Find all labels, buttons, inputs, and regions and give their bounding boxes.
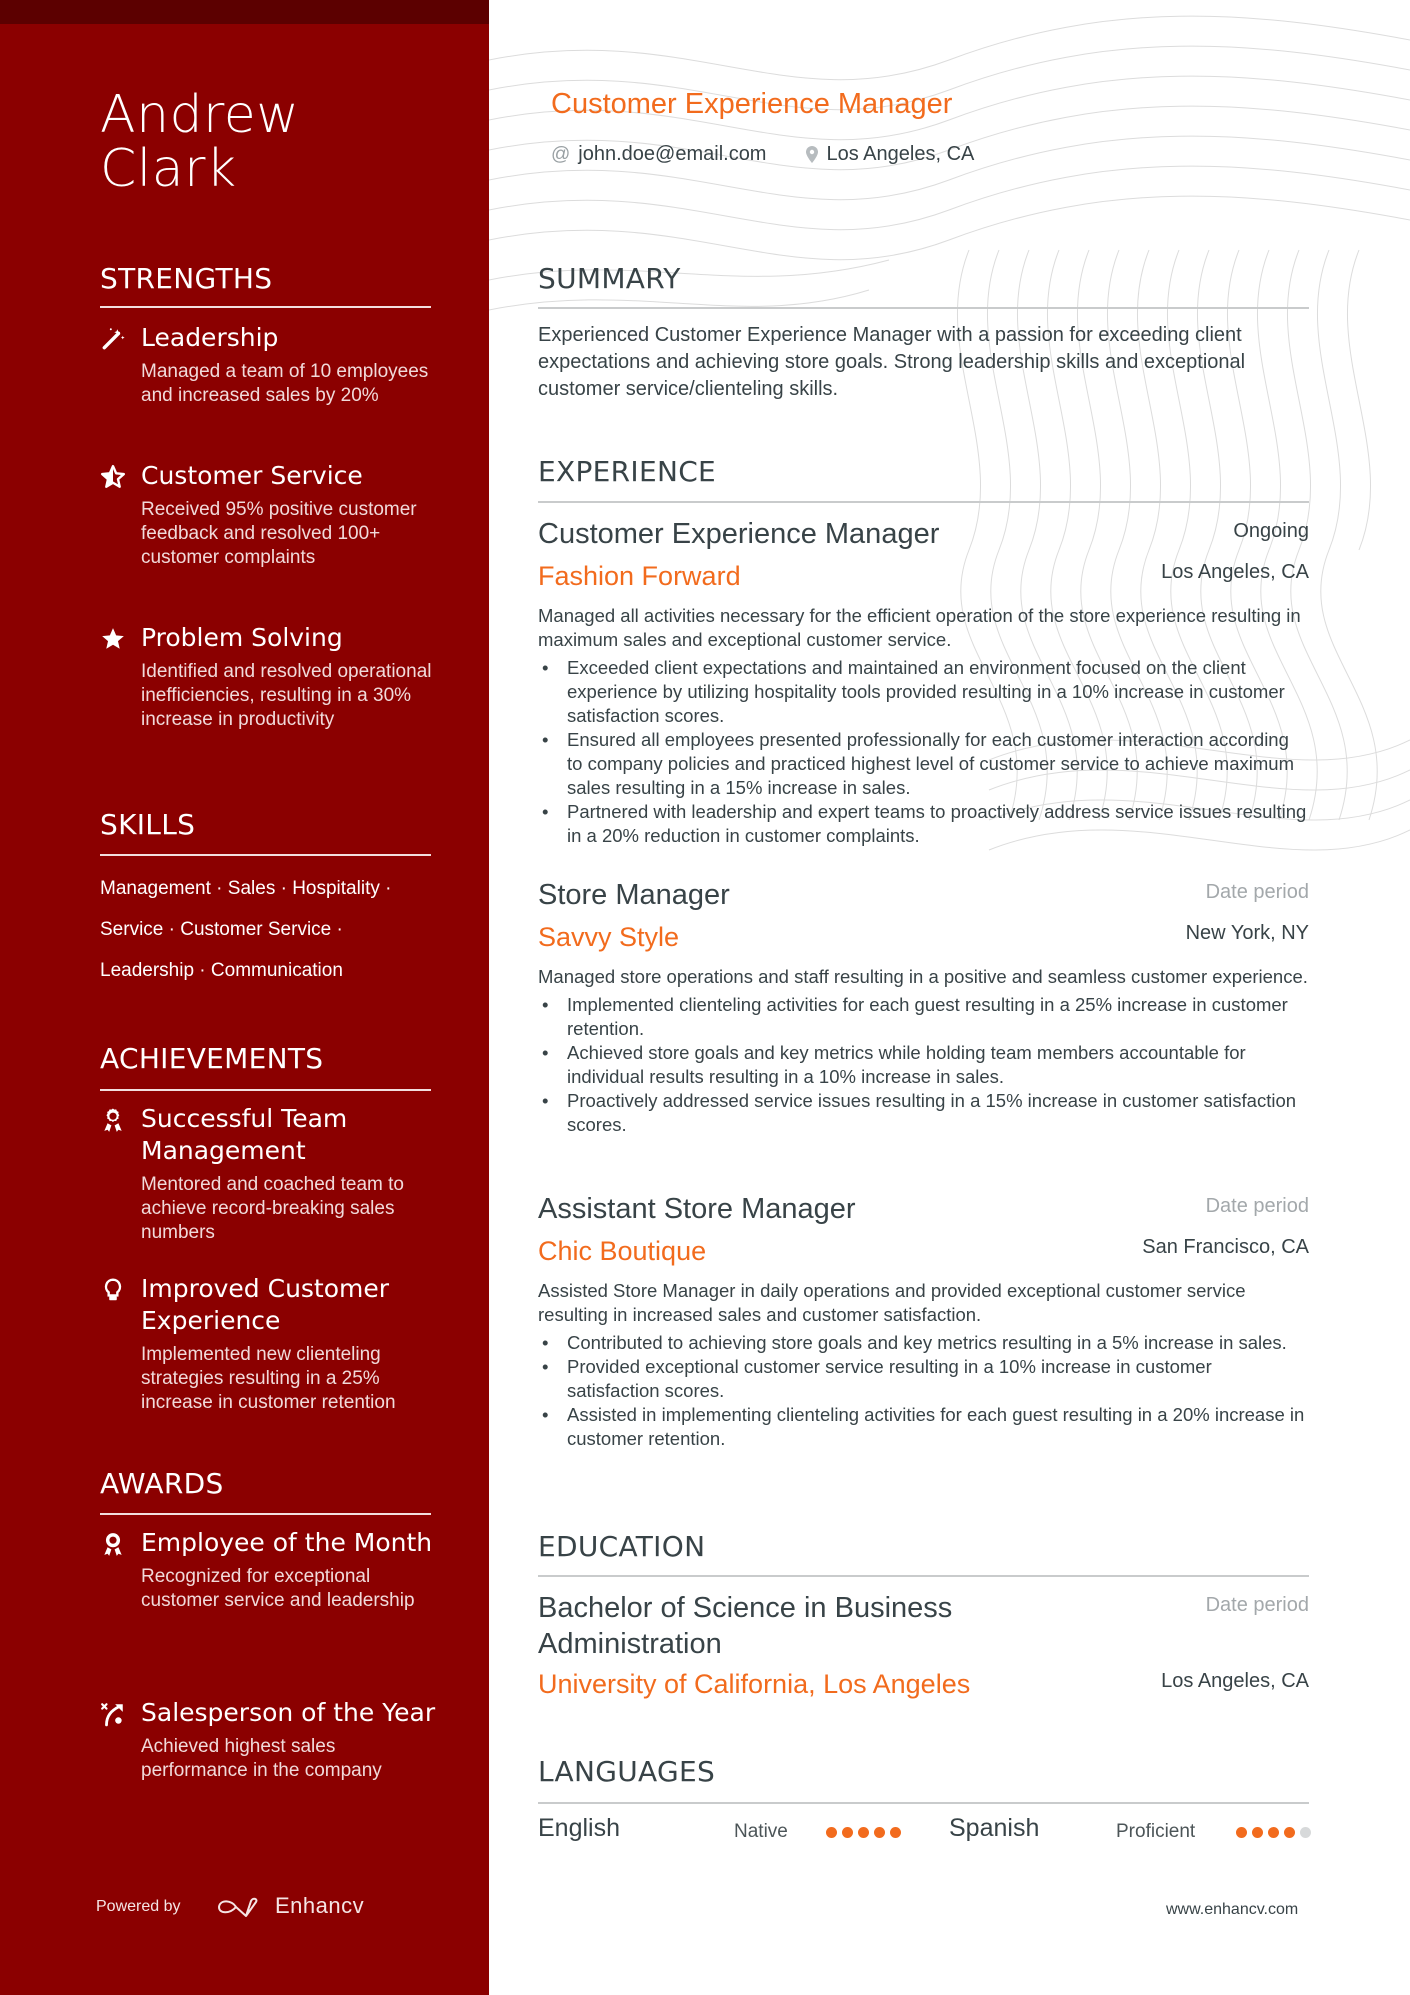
- bullet-item: • Partnered with leadership and expert teams to proactively address service issues resulting in a 20% reduction in customer complaints.: [538, 800, 1309, 848]
- job-company: Chic Boutique: [538, 1236, 707, 1266]
- language-level: Proficient: [1116, 1821, 1196, 1842]
- first-name: Andrew: [100, 85, 300, 145]
- awards-divider: [100, 1513, 431, 1515]
- award-item: [100, 1697, 440, 1783]
- bullet-item: • Proactively addressed service issues resulting in a 15% increase in customer satisfaction scores.: [538, 1089, 1309, 1137]
- experience-divider: [538, 501, 1309, 503]
- education-location: Los Angeles, CA: [1161, 1670, 1309, 1692]
- experience-entry: [538, 877, 1309, 1137]
- job-role: Customer Experience Manager: [538, 518, 940, 550]
- job-location: San Francisco, CA: [1142, 1236, 1309, 1258]
- medal-icon: [100, 1531, 126, 1557]
- strategy-icon: [100, 1701, 126, 1727]
- summary-heading: SUMMARY: [538, 262, 681, 295]
- bullet-item: • Provided exceptional customer service resulting in a 10% increase in customer satisfaction scores.: [538, 1355, 1309, 1403]
- experience-heading: EXPERIENCE: [538, 455, 717, 488]
- achievement-desc: Implemented new clienteling strategies resulting in a 25% increase in customer retention: [141, 1344, 396, 1413]
- magic-wand-icon: [100, 326, 126, 352]
- contact-info: [551, 143, 974, 166]
- strength-item: [100, 460, 440, 570]
- bullet-item: • Exceeded client expectations and maintained an environment focused on the client experience by utilizing hospitality tools provided resulting in a 10% increase in customer satisfaction scores.: [538, 656, 1309, 728]
- enhancv-logo-icon: [216, 1896, 262, 1918]
- experience-entry: [538, 1191, 1309, 1451]
- summary-text: Experienced Customer Experience Manager with a passion for exceeding client expectations and achieving store goals. Strong leadership skills and exceptional customer service/clienteling skills.: [538, 324, 1246, 400]
- map-pin-icon: [806, 146, 818, 163]
- achievement-item: [100, 1103, 440, 1245]
- sidebar-top-bar: [0, 0, 489, 24]
- achievements-heading: ACHIEVEMENTS: [100, 1042, 324, 1075]
- job-bullets: [538, 656, 1309, 848]
- skills-heading: SKILLS: [100, 808, 196, 841]
- enhancv-brand[interactable]: Enhancv: [275, 1893, 365, 1918]
- award-desc: Achieved highest sales performance in the company: [141, 1736, 382, 1781]
- star-half-icon: [100, 464, 126, 490]
- award-desc: Recognized for exceptional customer service and leadership: [141, 1566, 415, 1611]
- powered-by-label: Powered by: [96, 1898, 181, 1915]
- job-description: Assisted Store Manager in daily operations and provided exceptional customer service resulting in increased sales and customer satisfaction.: [538, 1280, 1246, 1325]
- strengths-divider: [100, 306, 431, 308]
- strength-title: Customer Service: [141, 461, 363, 490]
- headline: Customer Experience Manager: [551, 88, 953, 120]
- strength-title: Leadership: [141, 323, 279, 352]
- job-bullets: [538, 993, 1309, 1137]
- candidate-name: [100, 85, 300, 199]
- strength-title: Problem Solving: [141, 623, 343, 652]
- strength-desc: Received 95% positive customer feedback and resolved 100+ customer complaints: [141, 499, 417, 568]
- achievement-title: Successful Team Management: [141, 1104, 348, 1165]
- job-bullets: [538, 1331, 1309, 1451]
- language-rating: [1236, 1827, 1311, 1838]
- achievement-title: Improved Customer Experience: [141, 1274, 390, 1335]
- award-title: Salesperson of the Year: [141, 1698, 436, 1727]
- bullet-item: • Assisted in implementing clienteling activities for each guest resulting in a 20% increase in customer retention.: [538, 1403, 1309, 1451]
- achievements-divider: [100, 1089, 431, 1091]
- award-item: [100, 1527, 440, 1613]
- job-date: Ongoing: [1233, 520, 1309, 542]
- job-location: Los Angeles, CA: [1161, 561, 1309, 583]
- language-name: Spanish: [949, 1814, 1040, 1842]
- job-date: Date period: [1205, 881, 1309, 903]
- last-name: Clark: [100, 139, 237, 199]
- sidebar: [0, 0, 489, 1995]
- school: University of California, Los Angeles: [538, 1669, 971, 1699]
- bullet-item: • Ensured all employees presented professionally for each customer interaction according to company policies and practiced highest level of customer service to achieve maximum sales resulting in a 15% increase in sales.: [538, 728, 1309, 800]
- bullet-item: • Achieved store goals and key metrics while holding team members accountable for individual results resulting in a 10% increase in sales.: [538, 1041, 1309, 1089]
- strength-item: [100, 322, 440, 408]
- at-icon: @: [551, 143, 571, 165]
- job-date: Date period: [1205, 1195, 1309, 1217]
- achievement-item: [100, 1273, 440, 1415]
- location-text: Los Angeles, CA: [826, 143, 975, 165]
- job-role: Assistant Store Manager: [538, 1193, 856, 1225]
- education-divider: [538, 1575, 1309, 1577]
- skills-line: Management · Sales · Hospitality ·: [100, 878, 392, 899]
- experience-entry: [538, 516, 1309, 848]
- education-heading: EDUCATION: [538, 1530, 706, 1563]
- languages-heading: LANGUAGES: [538, 1755, 716, 1788]
- education-date: Date period: [1205, 1594, 1309, 1616]
- job-company: Savvy Style: [538, 922, 680, 952]
- degree: Bachelor of Science in Business Administration: [538, 1592, 953, 1660]
- job-location: New York, NY: [1185, 922, 1309, 944]
- skills-list: [100, 868, 440, 991]
- strengths-heading: STRENGTHS: [100, 262, 273, 295]
- summary-divider: [538, 307, 1309, 309]
- strength-desc: Managed a team of 10 employees and increased sales by 20%: [141, 361, 429, 406]
- email-link[interactable]: john.doe@email.com: [578, 143, 767, 165]
- language-name: English: [538, 1814, 620, 1842]
- languages-divider: [538, 1802, 1309, 1804]
- job-description: Managed store operations and staff resulting in a positive and seamless customer experience.: [538, 966, 1308, 987]
- skills-line: Leadership · Communication: [100, 960, 343, 981]
- award-title: Employee of the Month: [141, 1528, 433, 1557]
- awards-heading: AWARDS: [100, 1467, 224, 1500]
- language-level: Native: [734, 1821, 788, 1842]
- lightbulb-icon: [100, 1277, 126, 1303]
- language-rating: [826, 1827, 901, 1838]
- job-company: Fashion Forward: [538, 561, 741, 591]
- skills-line: Service · Customer Service ·: [100, 919, 343, 940]
- star-icon: [100, 626, 126, 652]
- strength-desc: Identified and resolved operational inefficiencies, resulting in a 30% increase in productivity: [141, 661, 432, 730]
- languages-row: [538, 1814, 1309, 1850]
- bullet-item: • Implemented clienteling activities for each guest resulting in a 25% increase in customer retention.: [538, 993, 1309, 1041]
- skills-divider: [100, 854, 431, 856]
- education-entry: [538, 1590, 1309, 1702]
- job-description: Managed all activities necessary for the efficient operation of the store experience resulting in maximum sales and exceptional customer service.: [538, 605, 1301, 650]
- strength-item: [100, 622, 440, 732]
- website-link[interactable]: www.enhancv.com: [1166, 1901, 1299, 1918]
- medal-icon: [100, 1107, 126, 1133]
- achievement-desc: Mentored and coached team to achieve record-breaking sales numbers: [141, 1174, 405, 1243]
- job-role: Store Manager: [538, 879, 730, 911]
- bullet-item: • Contributed to achieving store goals and key metrics resulting in a 5% increase in sales.: [538, 1331, 1309, 1355]
